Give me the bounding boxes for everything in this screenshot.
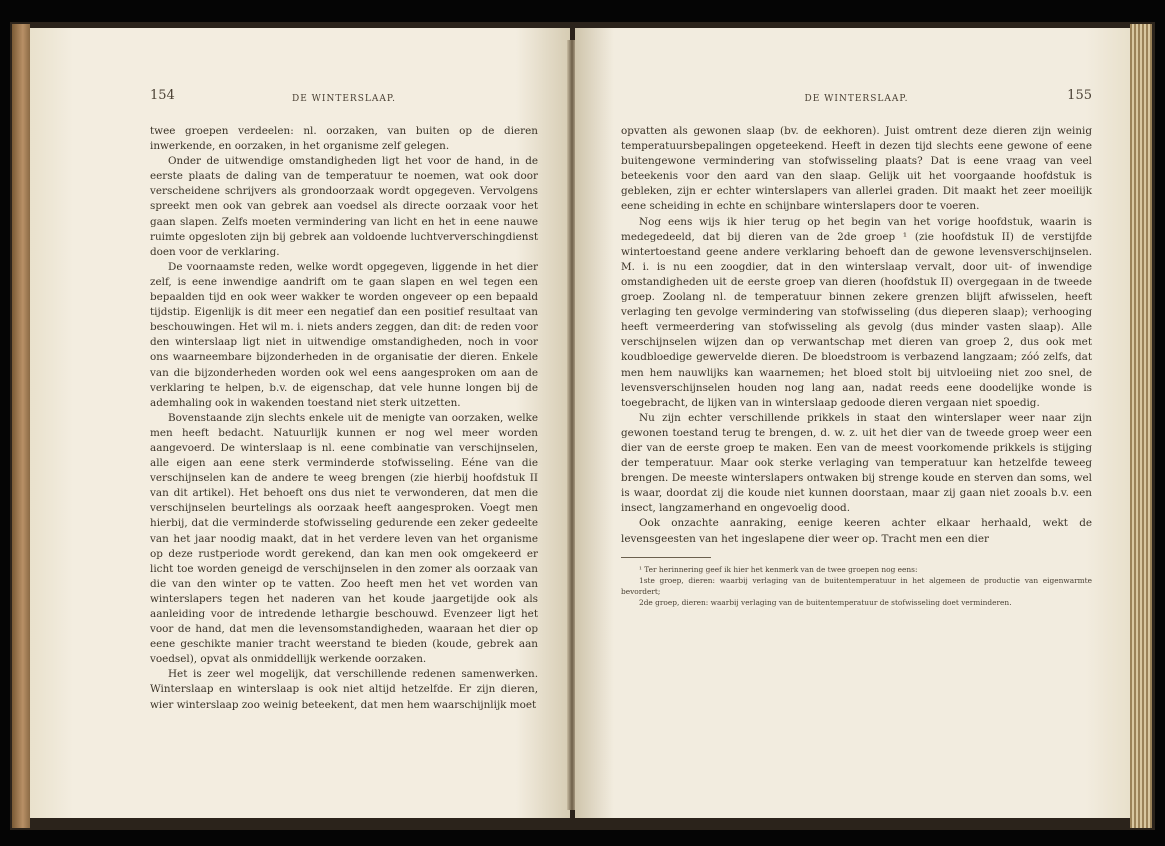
left-paragraph-4: Bovenstaande zijn slechts enkele uit de menigte van oorzaken, welke men heeft bedacht. Natuurlijk kunnen er nog wel meer worden aangevoerd. De winterslaap is nl. eene combinatie van verschijnselen, alle eigen aan eene sterk verminderde stofwisseling. Eéne van die verschijnselen kan de andere te weeg brengen (zie hierbij hoofdstuk II van dit artikel). Het behoeft ons dus niet te verwonderen, dat men die verschijnselen beurtelings als oorzaak heeft aangesproken. Voegt men hierbij, dat die verminderde stofwisseling gedurende een zeker gedeelte van het jaar noodig maakt, dat in het verdere leven van het organisme op deze rustperiode wordt gerekend, dan kan men ook omgekeerd er licht toe worden geneigd de verschijnselen in den zomer als oorzaak van die van den winter op te vatten. Zoo heeft men het vet worden van winterslapers tegen het naderen van het koude jaargetijde ook als aanleiding voor de intredende lethargie beschouwd. Evenzeer ligt het voor de hand, dat men die levensomstandigheden, waaraan het dier op eene geschikte manier tracht weerstand te bieden (koude, gebrek aan voedsel), opvat als onmiddellijk werkende oorzaken.	[150, 411, 538, 666]
left-page-header	[150, 88, 538, 120]
left-page-number: 154	[150, 88, 175, 103]
right-paragraph-2: Nog eens wijs ik hier terug op het begin van het vorige hoofdstuk, waarin is medegedeeld, dat bij dieren van de 2de groep ¹ (zie hoofdstuk II) de verstijfde wintertoestand geene andere verklaring behoeft dan de gewone levensverschijnselen. M. i. is nu een zoogdier, dat in den winterslaap vervalt, door uit- of inwendige omstandigheden uit de eerste groep van dieren (hoofdstuk II) overgegaan in de tweede groep. Zoolang nl. de temperatuur binnen zekere grenzen blijft afwisselen, heeft verlaging ten gevolge vermindering van stofwisseling (dus dieperen slaap); verhooging heeft vermeerdering van stofwisseling als gevolg (dus minder vasten slaap). Alle verschijnselen wijzen dan op verwantschap met dieren van groep 2, dus ook met koudbloedige gewervelde dieren. De bloedstroom is verbazend langzaam; zóó zelfs, dat men hem nauwlijks kan waarnemen; het bloed stolt bij uitvloeiing niet zoo snel, de levensverschijnselen houden nog lang aan, nadat reeds eene doodelijke wonde is toegebracht, de lijken van in winterslaap gedoode dieren vergaan niet spoedig.	[621, 215, 1092, 409]
left-running-head: DE WINTERSLAAP.	[292, 94, 396, 104]
left-page	[30, 28, 570, 818]
right-running-head: DE WINTERSLAAP.	[804, 94, 909, 104]
right-page-body	[621, 124, 1092, 547]
right-paragraph-4: Ook onzachte aanraking, eenige keeren achter elkaar herhaald, wekt de levensgeesten van het ingeslapene dier weer op. Tracht men een dier	[621, 517, 1092, 545]
footnotes	[621, 564, 1092, 608]
right-page-edges	[1130, 24, 1152, 828]
left-paragraph-2: Onder de uitwendige omstandigheden ligt het voor de hand, in de eerste plaats de daling van de temperatuur te noemen, wat ook door verscheidene schrijvers als grondoorzaak wordt opgegeven. Vervolgens spreekt men ook van gebrek aan voedsel als directe oorzaak voor het gaan slapen. Zelfs moeten vermindering van licht en het in eene nauwe ruimte opgesloten zijn bij gebrek aan voldoende luchtververschingdienst doen voor de verklaring.	[150, 155, 538, 258]
footnote-2: 1ste groep, dieren: waarbij verlaging van de buitentemperatuur in het algemeen de productie van eigenwarmte bevordert;	[621, 575, 1092, 596]
right-paragraph-1: opvatten als gewonen slaap (bv. de eekhoren). Juist omtrent deze dieren zijn weinig temperatuursbepalingen opgeteekend. Heeft in dezen tijd slechts eene gewone of eene buitengewone vermindering van stofwisseling plaats? Dat is eene vraag van veel beteekenis voor den aard van den slaap. Gelijk uit het voorgaande hoofdstuk is gebleken, zijn er echter winterslapers van allerlei graden. Dit maakt het zeer moeilijk eene scheiding in echte en schijnbare winterslapers door te voeren.	[621, 125, 1092, 213]
right-paragraph-3: Nu zijn echter verschillende prikkels in staat den winterslaper weer naar zijn gewonen toestand terug te brengen, d. w. z. uit het dier van de tweede groep weer een dier van de eerste groep te maken. Een van de meest voorkomende prikkels is stijging der temperatuur. Maar ook sterke verlaging van temperatuur kan hetzelfde teweeg brengen. De meeste winterslapers ontwaken bij strenge koude en sterven dan soms, wel is waar, doordat zij die koude niet kunnen doorstaan, maar zij gaan niet zooals b.v. een insect, langzamerhand en ongevoelig dood.	[621, 411, 1092, 515]
footnote-3: 2de groep, dieren: waarbij verlaging van de buitentemperatuur de stofwisseling doet verminderen.	[639, 597, 1012, 607]
left-binding-edge	[12, 24, 30, 828]
left-paragraph-5: Het is zeer wel mogelijk, dat verschillende redenen samenwerken. Winterslaap en winterslaap is ook niet altijd hetzelfde. Er zijn dieren, wier winterslaap zoo weinig beteekent, dat men hem waarschijnlijk moet	[150, 668, 538, 711]
right-page-number: 155	[1067, 88, 1092, 103]
left-paragraph-3: De voornaamste reden, welke wordt opgegeven, liggende in het dier zelf, is eene inwendige aandrift om te gaan slapen en wel tegen een bepaalden tijd en ook weer wakker te worden ongeveer op een bepaald tijdstip. Eigenlijk is dit meer een negatief dan een positief resultaat van beschouwingen. Het wil m. i. niets anders zeggen, dan dit: de reden voor den winterslaap ligt niet in uitwendige omstandigheden, noch in voor ons waarneembare bijzonderheden in de organisatie der dieren. Enkele van die bijzonderheden worden ook wel eens aangesproken om aan de verklaring te helpen, b.v. de eigenschap, dat vele hunne longen bij de ademhaling ook in wakenden toestand niet sterk uitzetten.	[150, 260, 538, 409]
left-paragraph-1: twee groepen verdeelen: nl. oorzaken, van buiten op de dieren inwerkende, en oorzaken, in het organisme zelf gelegen.	[150, 125, 538, 153]
right-page	[575, 28, 1130, 818]
left-page-body	[150, 124, 538, 713]
right-page-header	[621, 88, 1092, 120]
footnote-1: ¹ Ter herinnering geef ik hier het kenmerk van de twee groepen nog eens:	[639, 564, 918, 574]
footnote-rule	[621, 557, 711, 558]
